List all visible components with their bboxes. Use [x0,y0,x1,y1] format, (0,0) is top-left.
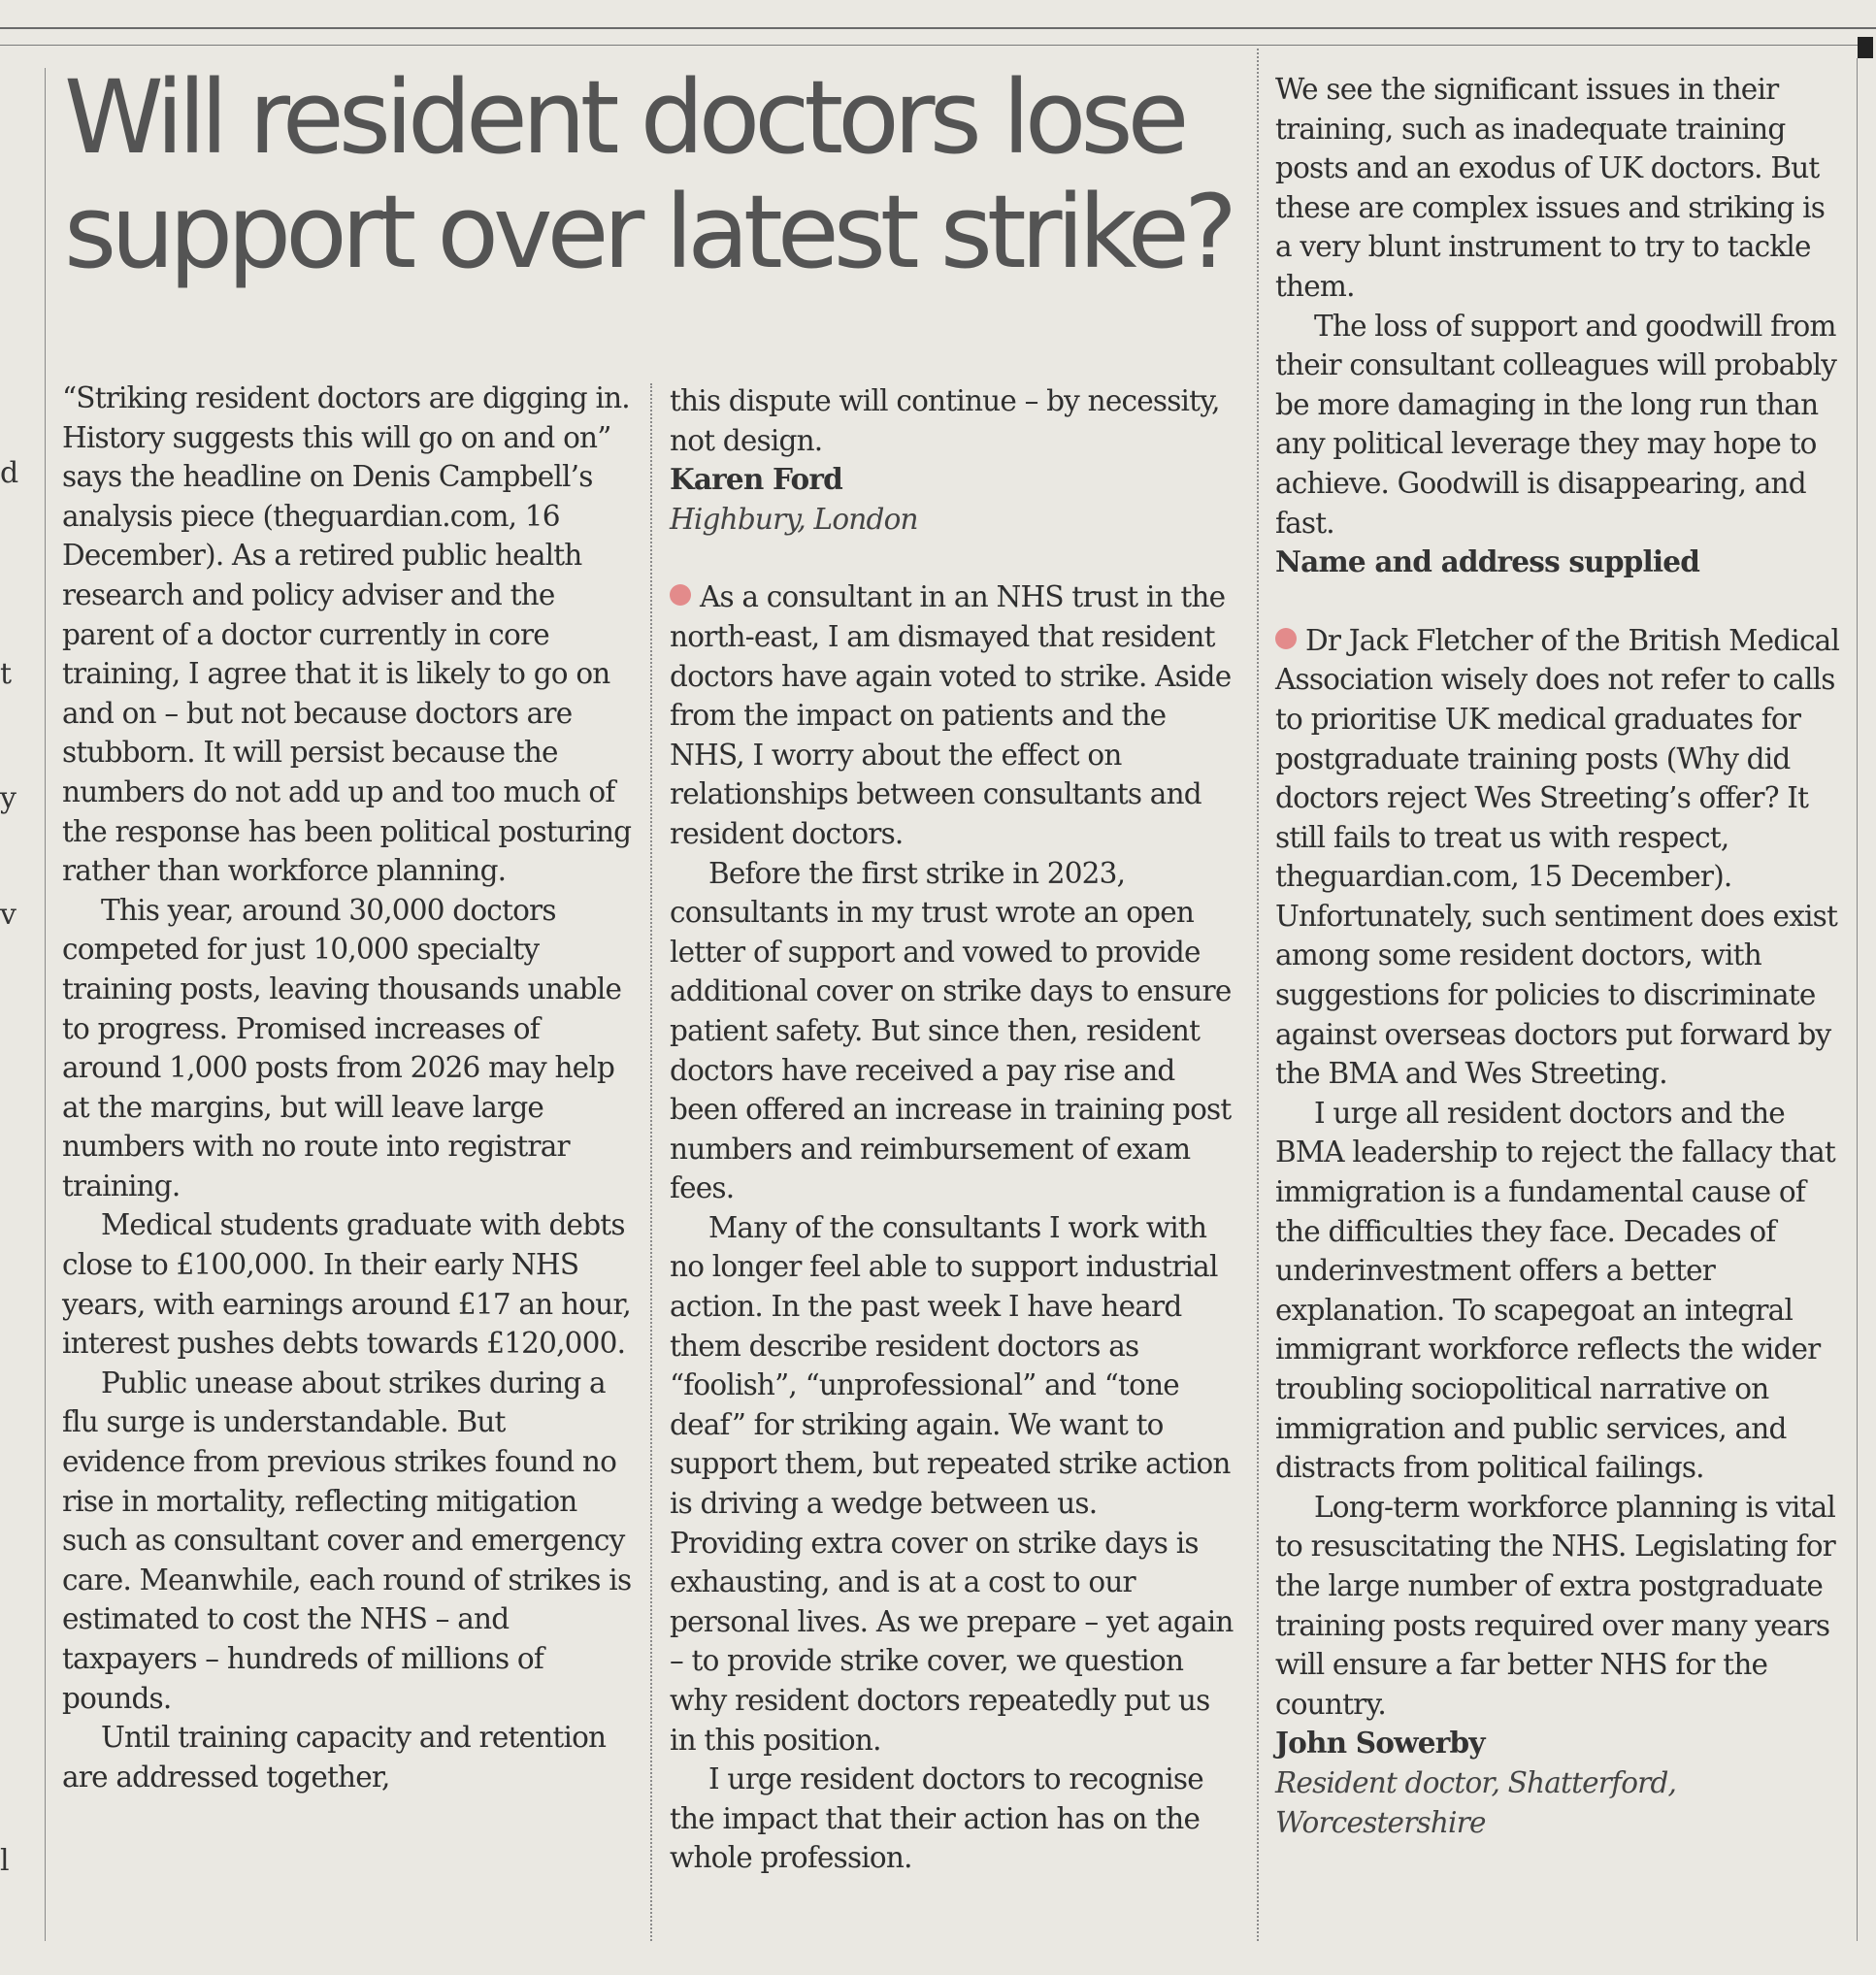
letter-paragraph: I urge resident doctors to recognise the impact that their action has on the whole profession. [670,1762,1203,1875]
headline: Will resident doctors lose support over latest strike? [64,58,1233,291]
margin-fragment: l [0,1844,10,1878]
top-rule-thin [0,45,1859,46]
letter-paragraph: Many of the consultants I work with no longer feel able to support industrial action. In the past week I have heard them describe resident doctors as “foolish”, “unprofessional” and “tone deaf” for striking again. We want to support them, but repeated strike action is driving a wedge between us. Providing extra cover on strike days is exhausting, and is at a cost to our personal lives. As we prepare – yet again – to provide strike cover, we question why resident doctors repeatedly put us in this position. [670,1210,1234,1757]
top-rule [0,27,1876,29]
right-edge-rule [1857,58,1858,1941]
letter-paragraph: Public unease about strikes during a flu surge is understandable. But evidence from previous strikes found no rise in mortality, reflecting mitigation such as consultant cover and emergency care. Meanwhile, each round of strikes is estimated to cost the NHS – and taxpayers – hundreds of millions of pounds. [62,1366,632,1715]
letter-paragraph: Long-term workforce planning is vital to resuscitating the NHS. Legislating for the large number of extra postgraduate training posts required over many years will ensure a far better NHS for the country. [1275,1490,1836,1721]
letter-column-1 [62,379,635,1796]
edge-marker [1858,37,1873,58]
letter-signature: John Sowerby [1275,1726,1485,1761]
letter-paragraph: “Striking resident doctors are digging in. History suggests this will go on and on” says the headline on Denis Campbell’s analysis piece (theguardian.com, 16 December). As a retired public health research and policy adviser and the parent of a doctor currently in core training, I agree that it is likely to go on and on – but not because doctors are stubborn. It will persist because the numbers do not add up and too much of the response has been political posturing rather than workforce planning. [62,381,632,888]
letter-paragraph: We see the significant issues in their training, such as inadequate training posts and an exodus of UK doctors. But these are complex issues and striking is a very blunt instrument to try to tackle them. [1275,73,1826,303]
letter-paragraph: Medical students graduate with debts close to £100,000. In their early NHS years, with earnings around £17 an hour, interest pushes debts towards £120,000. [62,1208,631,1361]
letter-paragraph: The loss of support and goodwill from their consultant colleagues will probably be more damaging in the long run than any political leverage they may hope to achieve. Goodwill is disappearing, and fast. [1275,309,1837,540]
letter-signature: Karen Ford [670,462,842,497]
bullet-dot-icon [1275,628,1297,649]
letter-paragraph: Dr Jack Fletcher of the British Medical Association wisely does not refer to calls to prioritise UK medical graduates for postgraduate training posts (Why did doctors reject Wes Streeting’s offer? It still fails to treat us with respect, theguardian.com, 15 December). Unfortunately, such sentiment does exist among some resident doctors, with suggestions for policies to discriminate against overseas doctors put forward by the BMA and Wes Streeting. [1275,623,1840,1091]
left-column-rule [45,68,46,1941]
letter-column-2 [670,381,1234,1878]
margin-fragment: d [0,456,19,490]
letter-paragraph: Until training capacity and retention are addressed together, [62,1721,607,1794]
letter-paragraph: As a consultant in an NHS trust in the north-east, I am dismayed that resident doctors have again voted to strike. Aside from the impact on patients and the NHS, I worry about the effect on relationships between consultants and resident doctors. [670,580,1232,850]
letter-paragraph: this dispute will continue – by necessity, not design. [670,384,1220,457]
margin-fragment: y [0,781,16,815]
column-divider-1 [650,383,652,1941]
letter-paragraph: I urge all resident doctors and the BMA leadership to reject the fallacy that immigration is a fundamental cause of the difficulties they face. Decades of underinvestment offers a better explanation. To scapegoat an integral immigrant workforce reflects the wider troubling sociopolitical narrative on immigration and public services, and distracts from political failings. [1275,1096,1835,1485]
letter-location: Resident doctor, Shatterford, Worcestershire [1275,1765,1677,1839]
letter-paragraph: Before the first strike in 2023, consultants in my trust wrote an open letter of support and vowed to provide additional cover on strike days to ensure patient safety. But since then, resident doctors have received a pay rise and been offered an increase in training post numbers and reimbursement of exam fees. [670,856,1232,1205]
letter-paragraph: This year, around 30,000 doctors competed for just 10,000 specialty training posts, leaving thousands unable to progress. Promised increases of around 1,000 posts from 2026 may help at the margins, but will leave large numbers with no route into registrar training. [62,893,622,1202]
margin-fragment: v [0,898,16,932]
letter-column-3 [1275,70,1848,1842]
letter-location: Highbury, London [670,502,918,536]
column-divider-2 [1257,49,1259,1941]
margin-fragment: t [0,657,13,691]
bullet-dot-icon [670,584,691,606]
letter-signature: Name and address supplied [1275,544,1700,579]
